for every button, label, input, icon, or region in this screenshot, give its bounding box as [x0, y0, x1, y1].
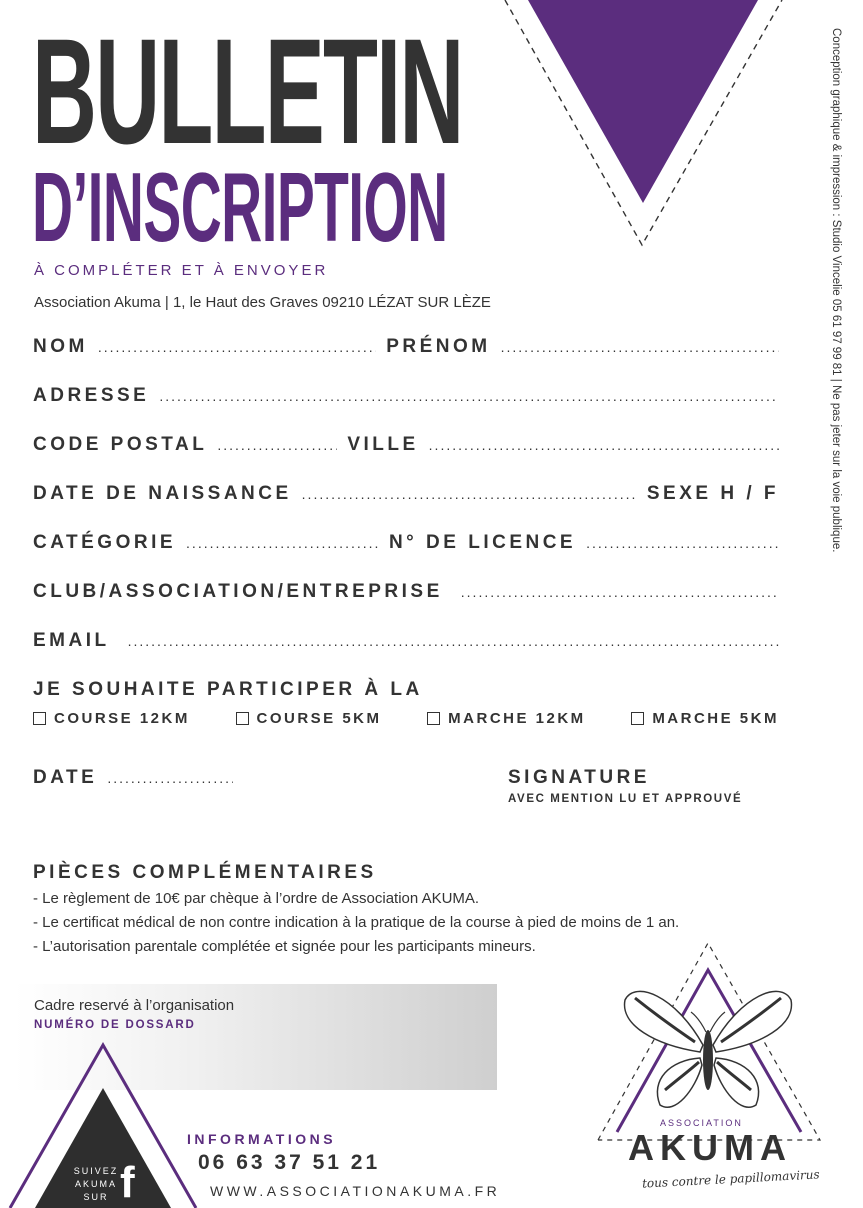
follow-line: SUR — [83, 1192, 109, 1202]
label-participer: JE SOUHAITE PARTICIPER À LA — [33, 679, 423, 700]
field-club[interactable] — [461, 584, 779, 600]
phone-number[interactable]: 06 63 37 51 21 — [198, 1151, 381, 1174]
dossard-label: NUMÉRO DE DOSSARD — [34, 1019, 196, 1031]
facebook-glyph: f — [120, 1158, 135, 1207]
organisation-box-title: Cadre reservé à l’organisation — [34, 997, 235, 1014]
checkbox-icon[interactable] — [631, 712, 644, 725]
title-bulletin: BULLETIN — [32, 7, 463, 175]
pieces-heading: PIÈCES COMPLÉMENTAIRES — [33, 862, 377, 883]
field-prenom[interactable] — [501, 339, 779, 355]
association-address: Association Akuma | 1, le Haut des Graves 09210 LÉZAT SUR LÈZE — [34, 294, 491, 311]
label-categorie: CATÉGORIE — [33, 532, 177, 553]
signature-label: SIGNATURE — [508, 767, 650, 788]
print-credit-text: Conception graphique & impression : Studio Vincelie 05 61 97 99 81 | Ne pas jeter sur la voie publique. — [830, 28, 842, 553]
option-label: MARCHE 5KM — [652, 710, 779, 727]
label-date-naissance: DATE DE NAISSANCE — [33, 483, 292, 504]
subtitle: À COMPLÉTER ET À ENVOYER — [34, 262, 329, 279]
row-naissance-sexe — [33, 483, 779, 505]
pieces-item: - Le certificat médical de non contre indication à la pratique de la course à pied de moins de 1 an. — [33, 914, 680, 931]
logo-tagline: tous contre le papillomavirus — [641, 1167, 820, 1191]
label-licence: N° DE LICENCE — [388, 532, 577, 553]
butterfly-icon — [595, 940, 825, 1145]
option-label: COURSE 12KM — [54, 710, 190, 727]
field-ville[interactable] — [429, 437, 779, 453]
website-link[interactable]: WWW.ASSOCIATIONAKUMA.FR — [210, 1183, 501, 1199]
row-nom-prenom — [33, 336, 779, 358]
label-code-postal: CODE POSTAL — [33, 434, 208, 455]
signature-sub: AVEC MENTION LU ET APPROUVÉ — [508, 793, 743, 805]
option-marche-12km[interactable] — [427, 710, 586, 727]
label-nom: NOM — [33, 336, 88, 357]
pieces-item: - L’autorisation parentale complétée et signée pour les participants mineurs. — [33, 938, 536, 955]
field-adresse[interactable] — [159, 388, 779, 404]
field-nom[interactable] — [98, 339, 376, 355]
field-date-naissance[interactable] — [302, 486, 637, 502]
label-adresse: ADRESSE — [33, 385, 150, 406]
title-inscription: D’INSCRIPTION — [32, 152, 448, 262]
follow-line: AKUMA — [74, 1179, 117, 1189]
facebook-icon[interactable] — [120, 1158, 144, 1208]
row-email — [33, 630, 779, 652]
checkbox-icon[interactable] — [236, 712, 249, 725]
checkbox-icon[interactable] — [427, 712, 440, 725]
label-prenom: PRÉNOM — [386, 336, 491, 357]
logo-association: ASSOCIATION — [660, 1118, 743, 1128]
row-club — [33, 581, 779, 603]
label-ville: VILLE — [347, 434, 419, 455]
checkbox-icon[interactable] — [33, 712, 46, 725]
field-email[interactable] — [128, 633, 779, 649]
field-date[interactable] — [107, 770, 233, 786]
option-label: COURSE 5KM — [256, 710, 382, 727]
decorative-triangle-top — [500, 0, 790, 250]
option-course-12km[interactable] — [33, 710, 190, 727]
row-code-postal-ville — [33, 434, 779, 456]
field-code-postal[interactable] — [217, 437, 337, 453]
follow-text — [70, 1165, 122, 1204]
pieces-item: - Le règlement de 10€ par chèque à l’ordre de Association AKUMA. — [33, 890, 480, 907]
print-credit — [824, 28, 844, 598]
field-licence[interactable] — [586, 535, 779, 551]
row-participer — [33, 679, 779, 701]
field-categorie[interactable] — [186, 535, 379, 551]
race-options — [33, 710, 779, 727]
label-club: CLUB/ASSOCIATION/ENTREPRISE — [33, 581, 443, 602]
logo-name: AKUMA — [628, 1127, 792, 1168]
option-marche-5km[interactable] — [631, 710, 779, 727]
label-sexe[interactable]: SEXE H / F — [646, 483, 779, 504]
row-adresse — [33, 385, 779, 407]
informations-heading: INFORMATIONS — [187, 1131, 337, 1147]
label-date: DATE — [33, 767, 98, 788]
row-categorie-licence — [33, 532, 779, 554]
option-label: MARCHE 12KM — [448, 710, 586, 727]
row-date — [33, 767, 233, 789]
follow-line: SUIVEZ — [73, 1166, 119, 1176]
label-email: EMAIL — [33, 630, 110, 651]
option-course-5km[interactable] — [236, 710, 382, 727]
